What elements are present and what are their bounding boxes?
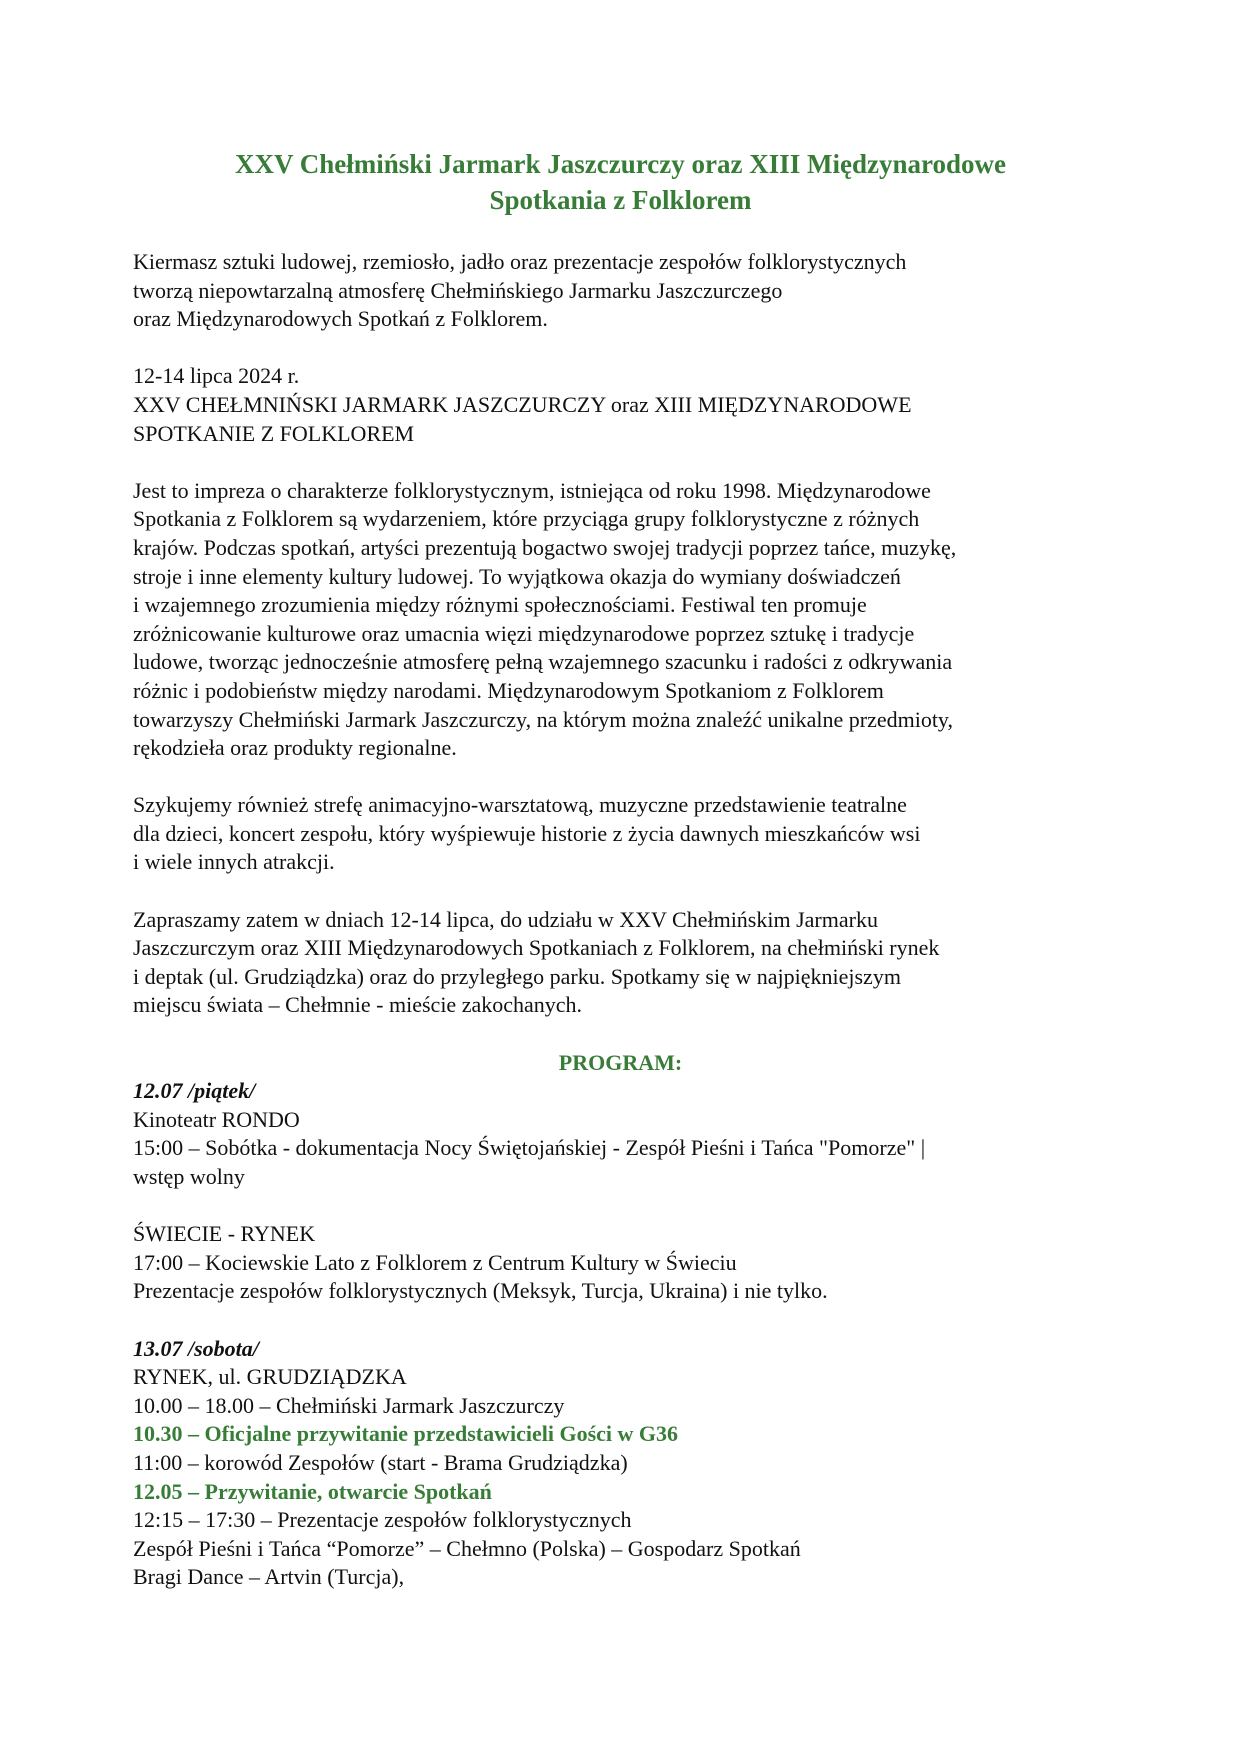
text-line: Zapraszamy zatem w dniach 12-14 lipca, do udziału w XXV Chełmińskim Jarmarku <box>133 906 878 932</box>
title-line-2: Spotkania z Folklorem <box>489 185 752 215</box>
day-header: 13.07 /sobota/ <box>133 1335 259 1361</box>
text-line: Bragi Dance – Artvin (Turcja), <box>133 1564 405 1590</box>
text-line: 17:00 – Kociewskie Lato z Folklorem z Centrum Kultury w Świeciu <box>133 1249 737 1275</box>
text-line: 15:00 – Sobótka - dokumentacja Nocy Świętojańskiej - Zespół Pieśni i Tańca "Pomorze" | <box>133 1135 926 1161</box>
blank-line <box>133 877 1108 906</box>
title-line-1: XXV Chełmiński Jarmark Jaszczurczy oraz XIII Międzynarodowe <box>235 149 1006 179</box>
text-line: dla dzieci, koncert zespołu, który wyśpiewuje historie z życia dawnych mieszkańców wsi <box>133 820 921 846</box>
text-line: miejscu świata – Chełmnie - mieście zakochanych. <box>133 992 583 1018</box>
text-line: RYNEK, ul. GRUDZIĄDZKA <box>133 1364 407 1390</box>
blank-line <box>133 334 1108 363</box>
document-body <box>133 248 1108 1592</box>
text-line: wstęp wolny <box>133 1164 245 1189</box>
text-line: Kinoteatr RONDO <box>133 1106 300 1132</box>
text-line: i deptak (ul. Grudziądzka) oraz do przyległego parku. Spotkamy się w najpiękniejszym <box>133 963 901 989</box>
text-line: Kiermasz sztuki ludowej, rzemiosło, jadło oraz prezentacje zespołów folklorystycznych <box>133 249 907 274</box>
text-line: i wzajemnego zrozumienia między różnymi społecznościami. Festiwal ten promuje <box>133 592 867 618</box>
text-line: XXV CHEŁMNIŃSKI JARMARK JASZCZURCZY oraz XIII MIĘDZYNARODOWE <box>133 391 912 417</box>
program-heading: PROGRAM: <box>558 1049 683 1075</box>
text-line: towarzyszy Chełmiński Jarmark Jaszczurczy, na którym można znaleźć unikalne przedmioty, <box>133 706 954 732</box>
text-line: 12:15 – 17:30 – Prezentacje zespołów folklorystycznych <box>133 1507 632 1533</box>
blank-line <box>133 1020 1108 1049</box>
text-line: zróżnicowanie kulturowe oraz umacnia więzi międzynarodowe poprzez sztukę i tradycje <box>133 620 915 646</box>
text-line: rękodzieła oraz produkty regionalne. <box>133 735 457 761</box>
text-line: krajów. Podczas spotkań, artyści prezentują bogactwo swojej tradycji poprzez tańce, muzykę, <box>133 534 957 560</box>
text-line: ŚWIECIE - RYNEK <box>133 1221 316 1247</box>
text-line: 11:00 – korowód Zespołów (start - Brama Grudziądzka) <box>133 1449 628 1475</box>
text-line: Jaszczurczym oraz XIII Międzynarodowych Spotkaniach z Folklorem, na chełmiński rynek <box>133 935 940 961</box>
blank-line <box>133 1192 1108 1221</box>
text-line: Jest to impreza o charakterze folklorystycznym, istniejąca od roku 1998. Międzynarodowe <box>133 477 931 503</box>
document-title <box>133 146 1108 218</box>
day-header: 12.07 /piątek/ <box>133 1078 256 1104</box>
highlighted-schedule-line: 12.05 – Przywitanie, otwarcie Spotkań <box>133 1478 492 1504</box>
text-line: Spotkania z Folklorem są wydarzeniem, które przyciąga grupy folklorystyczne z różnych <box>133 506 920 532</box>
text-line: Zespół Pieśni i Tańca “Pomorze” – Chełmno (Polska) – Gospodarz Spotkań <box>133 1535 801 1561</box>
text-line: stroje i inne elementy kultury ludowej. To wyjątkowa okazja do wymiany doświadczeń <box>133 563 901 589</box>
blank-line <box>133 448 1108 477</box>
text-line: różnic i podobieństw między narodami. Międzynarodowym Spotkaniom z Folklorem <box>133 677 884 703</box>
text-line: ludowe, tworząc jednocześnie atmosferę pełną wzajemnego szacunku i radości z odkrywania <box>133 649 953 675</box>
text-line: i wiele innych atrakcji. <box>133 849 335 875</box>
text-line: Prezentacje zespołów folklorystycznych (Meksyk, Turcja, Ukraina) i nie tylko. <box>133 1278 828 1304</box>
text-line: oraz Międzynarodowych Spotkań z Folklorem. <box>133 306 548 332</box>
text-line: 12-14 lipca 2024 r. <box>133 363 300 389</box>
text-line: SPOTKANIE Z FOLKLOREM <box>133 420 415 446</box>
text-line: tworzą niepowtarzalną atmosferę Chełmińskiego Jarmarku Jaszczurczego <box>133 277 783 303</box>
highlighted-schedule-line: 10.30 – Oficjalne przywitanie przedstawicieli Gości w G36 <box>133 1421 679 1447</box>
blank-line <box>133 763 1108 792</box>
blank-line <box>133 1306 1108 1335</box>
text-line: Szykujemy również strefę animacyjno-warsztatową, muzyczne przedstawienie teatralne <box>133 792 907 818</box>
text-line: 10.00 – 18.00 – Chełmiński Jarmark Jaszczurczy <box>133 1392 565 1418</box>
